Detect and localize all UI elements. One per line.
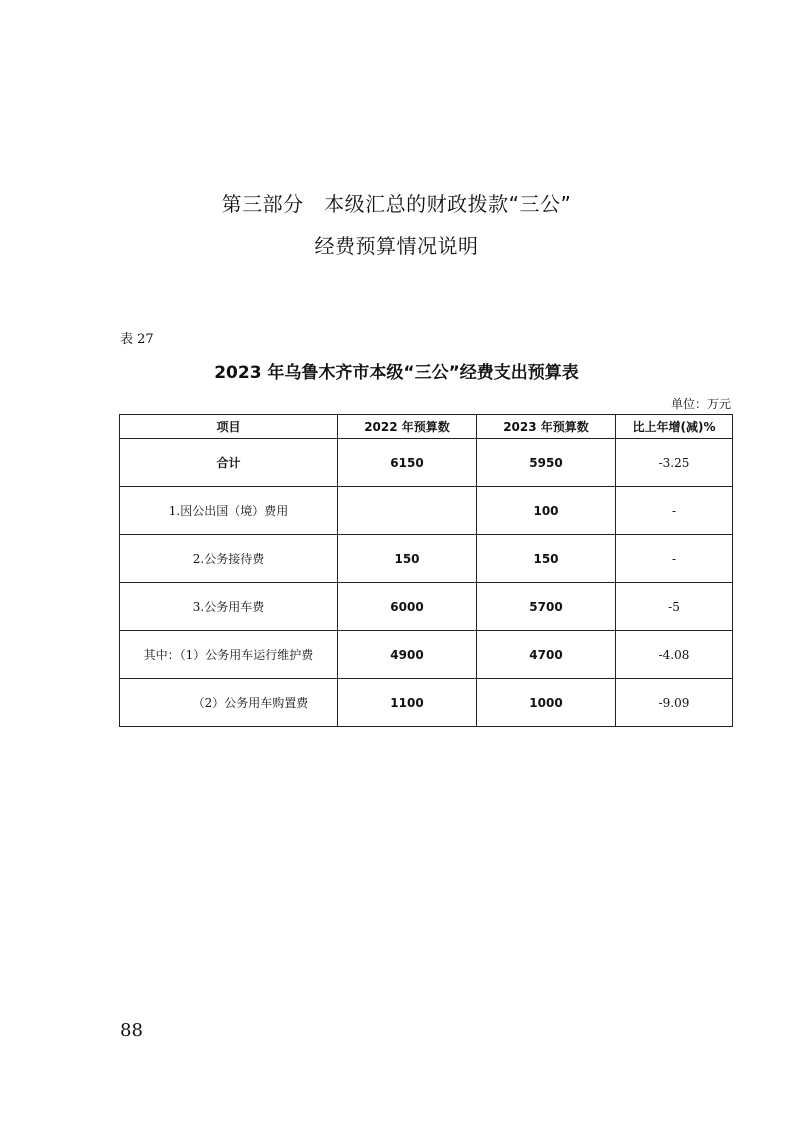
unit-label: 单位：万元	[670, 397, 731, 411]
row-2022-value	[338, 487, 477, 535]
table-row	[120, 631, 733, 679]
row-change-value: -4.08	[616, 631, 733, 679]
budget-table	[119, 414, 733, 727]
section-heading-line2: 经费预算情况说明	[314, 234, 479, 258]
row-change-value: -5	[616, 583, 733, 631]
row-item: （2）公务用车购置费	[120, 679, 338, 727]
row-2022-value: 150	[338, 535, 477, 583]
row-item: 3.公务用车费	[120, 583, 338, 631]
column-header-2022: 2022 年预算数	[338, 415, 477, 439]
row-item: 合计	[120, 439, 338, 487]
row-2022-value: 6000	[338, 583, 477, 631]
page-number: 88	[120, 1020, 143, 1041]
table-row	[120, 535, 733, 583]
table-label: 表 27	[120, 332, 154, 347]
row-2023-value: 150	[477, 535, 616, 583]
row-2023-value: 100	[477, 487, 616, 535]
table-title: 2023 年乌鲁木齐市本级“三公”经费支出预算表	[214, 363, 579, 383]
row-item: 其中：（1）公务用车运行维护费	[120, 631, 338, 679]
section-heading-line1: 第三部分 本级汇总的财政拨款“三公”	[221, 192, 572, 216]
row-item: 1.因公出国（境）费用	[120, 487, 338, 535]
table-row	[120, 583, 733, 631]
row-change-value: -	[616, 487, 733, 535]
table-row-total	[120, 439, 733, 487]
row-2023-value: 1000	[477, 679, 616, 727]
column-header-change: 比上年增(减)%	[616, 415, 733, 439]
table-header-row	[120, 415, 733, 439]
row-2022-value: 1100	[338, 679, 477, 727]
row-item: 2.公务接待费	[120, 535, 338, 583]
row-change-value: -	[616, 535, 733, 583]
row-2023-value: 5700	[477, 583, 616, 631]
column-header-item: 项目	[120, 415, 338, 439]
row-2022-value: 4900	[338, 631, 477, 679]
table-row	[120, 679, 733, 727]
row-2022-value: 6150	[338, 439, 477, 487]
row-2023-value: 5950	[477, 439, 616, 487]
row-change-value: -9.09	[616, 679, 733, 727]
column-header-2023: 2023 年预算数	[477, 415, 616, 439]
row-change-value: -3.25	[616, 439, 733, 487]
table-row	[120, 487, 733, 535]
row-2023-value: 4700	[477, 631, 616, 679]
